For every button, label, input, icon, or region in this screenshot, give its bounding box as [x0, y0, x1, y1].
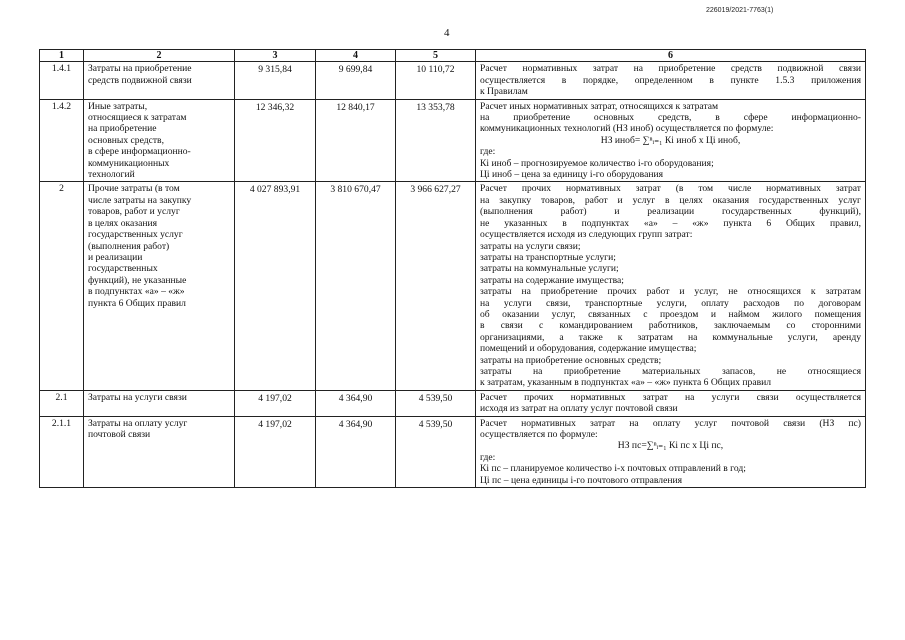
row-name-line: Затраты на услуги связи [88, 391, 187, 403]
row-description [476, 182, 866, 390]
description-line: не указанных в подпунктах «а» – «ж» пункта 6 Общих правил, [480, 217, 861, 229]
description-line: об оказании услуг, связанных с проездом и наймом жилого помещения [480, 308, 861, 320]
description-line: затраты на приобретение прочих работ и услуг, не относящихся к затратам [480, 286, 861, 298]
description-line: Расчет иных нормативных затрат, относящихся к затратам [480, 100, 719, 112]
value-year-2: 3 810 670,47 [316, 182, 396, 390]
description-line: затраты на услуги связи; [480, 240, 581, 252]
row-name-line: почтовой связи [88, 429, 151, 440]
row-name-line: государственных [88, 263, 158, 275]
row-name-line: средств подвижной связи [88, 74, 192, 86]
column-header: 3 [235, 50, 316, 62]
row-name-line: пункта 6 Общих правил [88, 297, 186, 309]
row-name [84, 416, 235, 487]
description-line: Кi иноб – прогнозируемое количество i-го оборудования; [480, 157, 714, 169]
column-header: 1 [40, 50, 84, 62]
row-description [476, 416, 866, 487]
description-line: где: [480, 451, 496, 463]
description-line: к Правилам [480, 86, 528, 98]
description-line: коммуникационных технологий (НЗ иноб) осуществляется по формуле: [480, 123, 774, 135]
description-line: помещений и оборудования, содержание имущества; [480, 343, 697, 355]
row-name-line: Прочие затраты (в том [88, 183, 180, 195]
value-year-1: 4 197,02 [235, 416, 316, 487]
document-number: 226019/2021-7763(1) [706, 7, 774, 14]
description-line: на закупку товаров, работ и услуг в целях оказания государственных услуг [480, 194, 861, 206]
row-name-line: относящиеся к затратам [88, 112, 187, 124]
row-name [84, 390, 235, 416]
table-row [40, 416, 866, 487]
description-line: Расчет нормативных затрат на оплату услуг почтовой связи (НЗ пс) [480, 417, 861, 429]
description-line: НЗ пс=∑ⁿᵢ₌₁ Кi пс x Цi пс, [617, 440, 724, 452]
description-line: организациями, а также к затратам на коммунальные услуги, аренду [480, 331, 861, 343]
row-code: 1.4.1 [40, 62, 84, 99]
column-header: 2 [84, 50, 235, 62]
row-name [84, 62, 235, 99]
description-line: Кi пс – планируемое количество i-х почтовых отправлений в год; [480, 463, 746, 475]
value-year-1: 12 346,32 [235, 99, 316, 182]
row-code: 2.1 [40, 390, 84, 416]
row-name-line: коммуникационных [88, 157, 170, 169]
row-name-line: товаров, работ и услуг [88, 206, 180, 218]
row-name-line: Иные затраты, [88, 100, 148, 112]
value-year-3: 3 966 627,27 [396, 182, 476, 390]
value-year-2: 12 840,17 [316, 99, 396, 182]
row-name-line: основных средств, [88, 134, 164, 146]
value-year-2: 4 364,90 [316, 390, 396, 416]
row-name-line: (выполнения работ) [88, 240, 170, 252]
value-year-1: 4 027 893,91 [235, 182, 316, 390]
description-line: осуществляется исходя из следующих групп затрат: [480, 229, 693, 241]
row-name [84, 99, 235, 182]
row-name [84, 182, 235, 390]
description-line: затраты на коммунальные услуги; [480, 263, 619, 275]
description-line: НЗ иноб= ∑ⁿᵢ₌₁ Кi иноб x Цi иноб, [600, 134, 741, 146]
row-code: 2 [40, 182, 84, 390]
header-row [40, 50, 866, 62]
description-line: осуществляется в порядке, определенном в пункте 1.5.3 приложения [480, 74, 861, 86]
column-header: 5 [396, 50, 476, 62]
row-description [476, 390, 866, 416]
row-name-line: в подпунктах «а» – «ж» [88, 286, 185, 298]
value-year-1: 4 197,02 [235, 390, 316, 416]
row-name-line: в целях оказания [88, 217, 158, 229]
description-line: Расчет прочих нормативных затрат (в том числе нормативных затрат [480, 183, 861, 195]
value-year-1: 9 315,84 [235, 62, 316, 99]
description-line: Расчет прочих нормативных затрат на услуги связи осуществляется [480, 391, 861, 403]
value-year-3: 4 539,50 [396, 416, 476, 487]
value-year-3: 10 110,72 [396, 62, 476, 99]
description-line: на услуги связи, транспортные услуги, оплату расходов по договорам [480, 297, 861, 309]
value-year-2: 4 364,90 [316, 416, 396, 487]
description-line: осуществляется по формуле: [480, 429, 598, 440]
description-line: Цi пс – цена единицы i-го почтового отправления [480, 474, 683, 486]
row-name-line: государственных услуг [88, 229, 183, 241]
row-name-line: Затраты на оплату услуг [88, 417, 188, 429]
description-line: затраты на приобретение основных средств; [480, 354, 662, 366]
row-name-line: функций), не указанные [88, 274, 187, 286]
row-name-line: числе затраты на закупку [88, 194, 192, 206]
page-number: 4 [444, 27, 450, 39]
row-description [476, 62, 866, 99]
description-line: затраты на приобретение материальных запасов, не относящиеся [480, 365, 861, 377]
table-row [40, 99, 866, 182]
column-header: 4 [316, 50, 396, 62]
row-name-line: на приобретение [88, 123, 157, 135]
row-name-line: Затраты на приобретение [88, 63, 192, 75]
row-description [476, 99, 866, 182]
row-code: 1.4.2 [40, 99, 84, 182]
row-name-line: и реализации [88, 251, 143, 263]
value-year-2: 9 699,84 [316, 62, 396, 99]
description-line: затраты на транспортные услуги; [480, 251, 616, 263]
description-line: затраты на содержание имущества; [480, 274, 624, 286]
table-row [40, 390, 866, 416]
description-line: (выполнения работ) и реализации государственных функций), [480, 206, 861, 218]
description-line: к затратам, указанным в подпунктах «а» – «ж» пункта 6 Общих правил [480, 377, 772, 389]
row-name-line: технологий [88, 169, 135, 181]
description-line: в связи с командированием работников, заключаемым со сторонними [480, 320, 861, 332]
table-row [40, 62, 866, 99]
row-name-line: в сфере информационно- [88, 146, 191, 158]
cost-table [39, 49, 866, 488]
description-line: Расчет нормативных затрат на приобретение средств подвижной связи [480, 63, 861, 75]
row-code: 2.1.1 [40, 416, 84, 487]
column-header: 6 [476, 50, 866, 62]
value-year-3: 4 539,50 [396, 390, 476, 416]
value-year-3: 13 353,78 [396, 99, 476, 182]
table-row [40, 182, 866, 390]
description-line: Цi иноб – цена за единицу i-го оборудования [480, 169, 664, 181]
description-line: где: [480, 146, 496, 158]
description-line: исходя из затрат на оплату услуг почтовой связи [480, 403, 678, 415]
description-line: на приобретение основных средств, в сфере информационно- [480, 112, 861, 124]
